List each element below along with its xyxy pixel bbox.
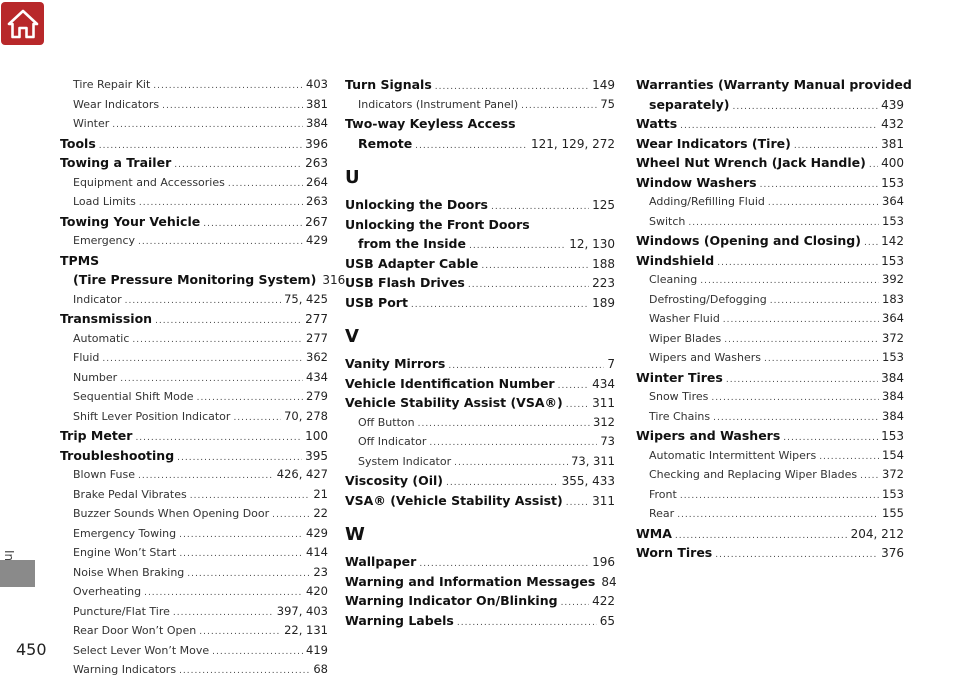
entry-label: Puncture/Flat Tire: [73, 604, 170, 618]
index-subentry[interactable]: [636, 212, 904, 232]
entry-label: Wear Indicators: [73, 97, 160, 111]
index-entry[interactable]: [345, 393, 615, 413]
index-subentry[interactable]: [60, 621, 328, 641]
entry-label: Defrosting/Defogging: [649, 292, 767, 306]
dot-leader: [228, 175, 303, 195]
home-icon: [6, 7, 40, 41]
dot-leader: [155, 312, 302, 332]
entry-label: Windows (Opening and Closing): [636, 233, 861, 248]
index-subentry[interactable]: [60, 95, 328, 115]
dot-leader: [132, 331, 303, 351]
entry-label: Adding/Refilling Fluid: [649, 195, 765, 208]
index-subentry[interactable]: [60, 582, 328, 602]
page-reference-link[interactable]: 188: [592, 256, 615, 271]
dot-leader: [187, 565, 310, 585]
dot-leader: [272, 506, 310, 526]
entry-label: Blown Fuse: [73, 468, 135, 481]
page-reference-link[interactable]: 277: [306, 330, 328, 345]
page-reference-link[interactable]: 68: [313, 662, 328, 676]
entry-label: Towing Your Vehicle: [60, 213, 201, 229]
entry-label: Wear Indicators (Tire): [636, 135, 791, 151]
index-column-1: [60, 75, 346, 680]
entry-label: Shift Lever Position Indicator: [73, 409, 231, 423]
index-entry[interactable]: [345, 471, 615, 491]
entry-label: Cleaning: [649, 273, 698, 286]
index-subentry[interactable]: [345, 413, 615, 433]
dot-leader: [481, 257, 589, 277]
page-reference-link[interactable]: 7: [607, 357, 615, 371]
page-reference-link[interactable]: 384: [881, 370, 904, 385]
page-reference-link[interactable]: 189: [592, 295, 615, 310]
index-subentry[interactable]: [60, 485, 328, 505]
page-reference-link[interactable]: 384: [306, 116, 328, 130]
page-reference-link[interactable]: 153: [881, 253, 904, 268]
index-column-3: [636, 75, 912, 563]
entry-label: Tire Repair Kit: [73, 78, 151, 91]
index-entry[interactable]: [636, 134, 904, 154]
entry-label: Warning and Information Messages: [345, 573, 596, 589]
entry-label: Rear Door Won’t Open: [73, 624, 197, 637]
entry-label: Vehicle Identification Number: [345, 375, 555, 391]
page-reference-link[interactable]: 422: [592, 594, 615, 608]
page-reference-link[interactable]: 196: [592, 555, 615, 569]
index-subentry[interactable]: [636, 329, 904, 349]
dot-leader: [179, 662, 310, 682]
entry-label: from the Inside: [358, 236, 466, 251]
page-reference-link[interactable]: 392: [882, 272, 904, 286]
page-reference-link[interactable]: 376: [881, 546, 904, 560]
dot-leader: [869, 156, 878, 176]
entry-label: Noise When Braking: [73, 565, 185, 579]
entry-label: Front: [649, 487, 677, 501]
page-reference-link[interactable]: 419: [306, 642, 328, 657]
dot-leader: [677, 506, 879, 526]
dot-leader: [454, 454, 568, 474]
dot-leader: [102, 350, 303, 370]
dot-leader: [457, 614, 597, 634]
index-entry[interactable]: [345, 572, 615, 592]
page-reference-link[interactable]: 311: [592, 493, 615, 508]
index-entry[interactable]: [60, 309, 328, 329]
page-reference-link[interactable]: 434: [592, 376, 615, 391]
entry-label: Unlocking the Doors: [345, 197, 488, 212]
dot-leader: [415, 137, 528, 157]
dot-leader: [733, 98, 879, 118]
entry-label: Off Button: [358, 415, 415, 429]
page-reference-link[interactable]: 429: [306, 525, 328, 540]
index-subentry[interactable]: [60, 192, 328, 212]
page-reference-link[interactable]: 84: [601, 574, 617, 589]
entry-label: Tools: [60, 135, 96, 151]
index-subentry[interactable]: [60, 543, 328, 563]
page-reference-link[interactable]: 396: [305, 136, 328, 151]
page-reference-link[interactable]: 434: [306, 369, 328, 384]
dot-leader: [468, 276, 589, 296]
index-entry[interactable]: [345, 611, 615, 631]
index-column-2: [345, 75, 615, 630]
page-reference-link[interactable]: 65: [599, 613, 615, 628]
dot-leader: [715, 546, 878, 566]
index-entry[interactable]: [345, 234, 615, 254]
dot-leader: [860, 467, 879, 487]
page-reference-link[interactable]: 397, 403: [276, 603, 328, 618]
entry-label: Indicator: [73, 292, 122, 306]
home-button[interactable]: [1, 2, 44, 45]
page-reference-link[interactable]: 125: [592, 198, 615, 212]
entry-label: Watts: [636, 116, 678, 131]
entry-label: Viscosity (Oil): [345, 473, 443, 488]
entry-label: Automatic Intermittent Wipers: [649, 448, 817, 462]
dot-leader: [153, 77, 303, 97]
page-reference-link[interactable]: 75, 425: [284, 291, 328, 306]
entry-label: Windshield: [636, 252, 715, 268]
entry-label: Towing a Trailer: [60, 155, 172, 170]
index-entry[interactable]: [636, 153, 904, 173]
page-reference-link[interactable]: 22, 131: [284, 623, 328, 637]
entry-label: Switch: [649, 214, 686, 228]
page-reference-link[interactable]: 426, 427: [276, 467, 328, 481]
dot-leader: [723, 311, 879, 331]
page-reference-link[interactable]: 312: [593, 414, 615, 429]
index-subentry[interactable]: [60, 368, 328, 388]
page-reference-link[interactable]: 277: [305, 312, 328, 326]
entry-label: Washer Fluid: [649, 312, 720, 325]
index-subentry[interactable]: [60, 231, 328, 251]
entry-label: Snow Tires: [649, 390, 709, 403]
entry-label: Turn Signals: [345, 77, 432, 92]
index-subentry[interactable]: [60, 387, 328, 407]
entry-label: Troubleshooting: [60, 447, 175, 463]
page-reference-link[interactable]: 264: [306, 174, 328, 189]
index-subentry[interactable]: [636, 290, 904, 310]
entry-label: Transmission: [60, 311, 153, 326]
page-reference-link[interactable]: 316: [322, 273, 346, 287]
dot-leader: [711, 389, 879, 409]
dot-leader: [566, 494, 589, 514]
index-subentry[interactable]: [636, 407, 904, 427]
page-reference-link[interactable]: 400: [881, 156, 904, 170]
index-entry[interactable]: [345, 374, 615, 394]
entry-label: Trip Meter: [60, 428, 133, 443]
entry-label: Emergency: [73, 234, 136, 247]
page-reference-link[interactable]: 403: [306, 77, 328, 91]
entry-label: Automatic: [73, 331, 130, 345]
index-subentry[interactable]: [60, 114, 328, 134]
entry-label: Sequential Shift Mode: [73, 390, 194, 403]
page-reference-link[interactable]: 263: [305, 156, 328, 170]
page-reference-link[interactable]: 384: [882, 389, 904, 403]
dot-leader: [162, 97, 303, 117]
index-entry[interactable]: [60, 446, 328, 466]
page-reference-link[interactable]: 154: [882, 447, 904, 462]
page-reference-link[interactable]: 73, 311: [571, 453, 615, 468]
index-entry[interactable]: [60, 153, 328, 173]
page-reference-link[interactable]: 429: [306, 233, 328, 247]
page-reference-link[interactable]: 355, 433: [561, 474, 615, 488]
dot-leader: [112, 116, 303, 136]
index-subentry[interactable]: [345, 95, 615, 115]
dot-leader: [770, 292, 879, 312]
index-subentry[interactable]: [636, 348, 904, 368]
index-entry[interactable]: [345, 552, 615, 572]
page-reference-link[interactable]: 75: [600, 96, 615, 111]
entry-label: Vehicle Stability Assist (VSA®): [345, 395, 563, 410]
dot-leader: [726, 371, 878, 391]
entry-label: Number: [73, 370, 118, 384]
entry-label: Wheel Nut Wrench (Jack Handle): [636, 155, 866, 170]
entry-label: VSA® (Vehicle Stability Assist): [345, 492, 563, 508]
index-entry[interactable]: [345, 134, 615, 154]
index-subentry[interactable]: [636, 387, 904, 407]
index-entry[interactable]: [345, 195, 615, 215]
entry-label: Fluid: [73, 351, 100, 364]
index-subentry[interactable]: [636, 504, 904, 524]
index-subentry[interactable]: [60, 602, 328, 622]
entry-label: Wipers and Washers: [636, 428, 781, 443]
index-subentry[interactable]: [345, 452, 615, 472]
page-reference-link[interactable]: 21: [313, 486, 328, 501]
index-entry-title[interactable]: TPMS: [60, 252, 100, 268]
page-reference-link[interactable]: 142: [881, 234, 904, 248]
index-entry[interactable]: [345, 75, 615, 95]
index-entry[interactable]: [345, 591, 615, 611]
index-subentry[interactable]: [636, 309, 904, 329]
page-reference-link[interactable]: 384: [882, 408, 904, 423]
entry-label: Checking and Replacing Wiper Blades: [649, 468, 858, 481]
dot-leader: [760, 176, 878, 196]
entry-label: Tire Chains: [649, 409, 711, 423]
dot-leader: [179, 545, 303, 565]
entry-label: Warning Indicator On/Blinking: [345, 593, 558, 608]
dot-leader: [469, 237, 566, 257]
index-subentry[interactable]: [636, 465, 904, 485]
dot-leader: [203, 215, 302, 235]
page-reference-link[interactable]: 23: [313, 564, 328, 579]
entry-label: Warning Labels: [345, 612, 454, 628]
index-subentry[interactable]: [60, 524, 328, 544]
dot-leader: [680, 487, 879, 507]
index-entry[interactable]: [636, 524, 904, 544]
index-subentry[interactable]: [636, 270, 904, 290]
entry-label: System Indicator: [358, 454, 452, 468]
page-reference-link[interactable]: 223: [592, 276, 615, 290]
page-reference-link[interactable]: 22: [313, 506, 328, 520]
entry-label: USB Adapter Cable: [345, 255, 479, 271]
index-letter-heading: V: [345, 326, 359, 347]
page-reference-link[interactable]: 153: [881, 429, 904, 443]
index-subentry[interactable]: [636, 192, 904, 212]
entry-label: Overheating: [73, 585, 142, 598]
index-entry-title[interactable]: Unlocking the Front Doors: [345, 216, 530, 232]
index-subentry[interactable]: [60, 641, 328, 661]
index-letter-heading: U: [345, 167, 360, 188]
page-reference-link[interactable]: 279: [306, 389, 328, 403]
dot-leader: [212, 643, 303, 663]
page-reference-link[interactable]: 73: [600, 434, 615, 448]
dot-leader: [864, 234, 878, 254]
index-entry[interactable]: [636, 114, 904, 134]
index-entry[interactable]: [345, 491, 615, 511]
entry-label: WMA: [636, 525, 672, 541]
dot-leader: [717, 254, 878, 274]
entry-label: Equipment and Accessories: [73, 175, 225, 189]
page-reference-link[interactable]: 263: [306, 194, 328, 208]
index-subentry[interactable]: [60, 290, 328, 310]
page-reference-link[interactable]: 153: [881, 175, 904, 190]
entry-label: (Tire Pressure Monitoring System): [73, 272, 317, 287]
index-entry[interactable]: [636, 251, 904, 271]
index-entry[interactable]: [636, 173, 904, 193]
index-subentry[interactable]: [60, 660, 328, 680]
index-subentry[interactable]: [60, 407, 328, 427]
page-reference-link[interactable]: 364: [882, 194, 904, 208]
entry-label: Wiper Blades: [649, 331, 722, 345]
index-entry[interactable]: [636, 95, 904, 115]
index-entry[interactable]: [60, 134, 328, 154]
page-number: 450: [16, 640, 47, 659]
dot-leader: [521, 97, 597, 117]
entry-label: Vanity Mirrors: [345, 356, 446, 371]
dot-leader: [768, 194, 879, 214]
entry-label: Engine Won’t Start: [73, 546, 177, 559]
entry-label: Emergency Towing: [73, 526, 177, 540]
entry-label: Worn Tires: [636, 545, 713, 560]
page-reference-link[interactable]: 414: [306, 545, 328, 559]
entry-label: Warning Indicators: [73, 663, 177, 676]
index-entry[interactable]: [60, 426, 328, 446]
page-reference-link[interactable]: 204, 212: [850, 526, 904, 541]
index-tab[interactable]: [0, 560, 35, 587]
page-reference-link[interactable]: 153: [882, 213, 904, 228]
index-entry[interactable]: [345, 354, 615, 374]
entry-label: separately): [649, 96, 730, 112]
index-entry[interactable]: [345, 273, 615, 293]
page-reference-link[interactable]: 372: [882, 467, 904, 481]
index-entry[interactable]: [60, 212, 328, 232]
index-subentry[interactable]: [60, 465, 328, 485]
entry-label: Buzzer Sounds When Opening Door: [73, 507, 270, 520]
dot-leader: [199, 623, 281, 643]
page-reference-link[interactable]: 372: [882, 330, 904, 345]
page-reference-link[interactable]: 153: [882, 350, 904, 364]
page-reference-link[interactable]: 364: [882, 311, 904, 325]
index-letter-heading: W: [345, 524, 365, 545]
index-subentry[interactable]: [60, 504, 328, 524]
index-subentry[interactable]: [60, 329, 328, 349]
entry-label: Brake Pedal Vibrates: [73, 487, 187, 501]
entry-label: Select Lever Won’t Move: [73, 643, 210, 657]
index-subentry[interactable]: [60, 173, 328, 193]
entry-label: Rear: [649, 507, 675, 520]
index-entry[interactable]: [636, 231, 904, 251]
entry-label: Wipers and Washers: [649, 351, 762, 364]
dot-leader: [561, 594, 590, 614]
index-entry[interactable]: [636, 368, 904, 388]
index-entry-title[interactable]: Warranties (Warranty Manual provided: [636, 77, 912, 92]
entry-label: Remote: [358, 135, 413, 151]
entry-label: Winter Tires: [636, 369, 723, 385]
page-reference-link[interactable]: 149: [592, 78, 615, 92]
index-entry[interactable]: [60, 270, 346, 290]
index-subentry[interactable]: [60, 75, 328, 95]
page-reference-link[interactable]: 100: [305, 429, 328, 443]
entry-label: Off Indicator: [358, 435, 427, 448]
index-subentry[interactable]: [636, 485, 904, 505]
entry-label: USB Flash Drives: [345, 275, 465, 290]
index-entry[interactable]: [345, 293, 615, 313]
dot-leader: [233, 409, 281, 429]
entry-label: Window Washers: [636, 174, 757, 190]
page-reference-link[interactable]: 381: [306, 96, 328, 111]
entry-label: USB Port: [345, 294, 408, 310]
page-reference-link[interactable]: 153: [882, 486, 904, 501]
index-entry-title[interactable]: Two-way Keyless Access: [345, 116, 516, 131]
index-entry[interactable]: [636, 426, 904, 446]
page-reference-link[interactable]: 362: [306, 350, 328, 364]
page-reference-link[interactable]: 439: [881, 97, 904, 112]
entry-label: Indicators (Instrument Panel): [358, 97, 519, 111]
index-subentry[interactable]: [345, 432, 615, 452]
page-reference-link[interactable]: 311: [592, 396, 615, 410]
page-reference-link[interactable]: 155: [882, 506, 904, 520]
entry-label: Load Limits: [73, 195, 136, 208]
dot-leader: [764, 350, 879, 370]
dot-leader: [138, 233, 303, 253]
page-reference-link[interactable]: 395: [305, 448, 328, 463]
page-reference-link[interactable]: 420: [306, 584, 328, 598]
dot-leader: [179, 526, 303, 546]
page-reference-link[interactable]: 381: [881, 136, 904, 151]
index-subentry[interactable]: [60, 348, 328, 368]
dot-leader: [566, 396, 589, 416]
index-subentry[interactable]: [60, 563, 328, 583]
dot-leader: [418, 415, 590, 435]
page-reference-link[interactable]: 70, 278: [284, 408, 328, 423]
page-reference-link[interactable]: 267: [305, 214, 328, 229]
page-reference-link[interactable]: 432: [881, 117, 904, 131]
page-reference-link[interactable]: 121, 129, 272: [531, 136, 615, 151]
page-reference-link[interactable]: 183: [882, 291, 904, 306]
dot-leader: [411, 296, 589, 316]
index-entry[interactable]: [636, 543, 904, 563]
index-subentry[interactable]: [636, 446, 904, 466]
page-reference-link[interactable]: 12, 130: [569, 237, 615, 251]
entry-label: Winter: [73, 117, 110, 130]
entry-label: Wallpaper: [345, 554, 417, 569]
